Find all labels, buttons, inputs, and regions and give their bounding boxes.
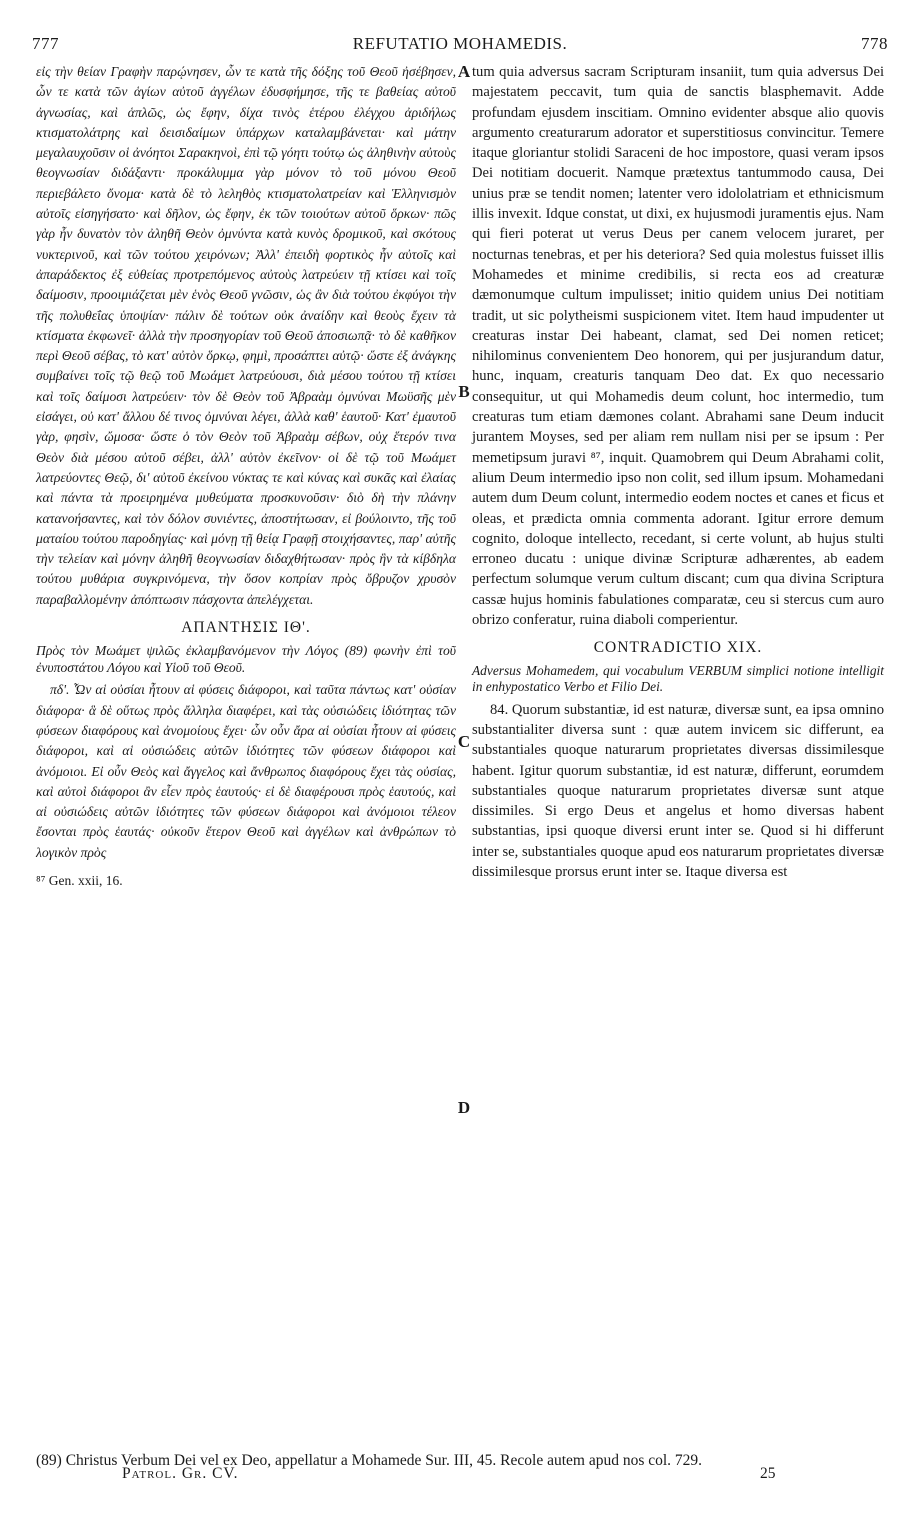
greek-footnote: ⁸⁷ Gen. xxii, 16. [36,872,123,888]
signature-series: Patrol. Gr. CV. [122,1465,239,1482]
page-number-right: 778 [861,34,888,53]
margin-letter-b: B [458,382,470,401]
greek-section-text: πδ'. Ὧν αἱ οὐσίαι ἦτουν αἱ φύσεις διάφοροι, καὶ ταῦτα πάντως κατ' οὐσίαν διάφορα· ἃ δὲ οὕτως πρὸς ἄλληλα διαφέρει, καὶ τὰς οὐσιώδεις ἰδιότητας τῶν φύσεων διαφόρους καὶ ἀνομοίους ἔχει· ὧν οὖν ἄρα αἱ οὐσίαι ἦτουν αἱ φύσεις διάφοροι, καὶ αἱ οὐσιώδεις αὐτῶν ἰδιότητες τῶν φύσεων διάφοροι καὶ ἀνόμοιοι. Εἰ οὖν Θεὸς καὶ ἄγγελος καὶ ἄνθρωπος διαφόρους ἔχει τὰς οὐσίας, καὶ αὐτοὶ διάφοροι ἂν εἶεν πρὸς ἑαυτούς· εἰ δὲ διαφέρουσι πρὸς ἑαυτούς, καὶ αἱ οὐσιώδεις αὐτῶν ἰδιότητες τῶν φύσεων διάφοροι καὶ ἀνόμοιοι τέλεον ἔσονται πρὸς ἑαυτάς· οὐκοῦν ἕτερον Θεοῦ καὶ ἀγγέλων καὶ ἀνθρώπων τὸ λογικὸν πρὸς [36,682,456,860]
greek-section [36,618,456,891]
greek-body-text: εἰς τὴν θείαν Γραφὴν παρῴνησεν, ὧν τε κατὰ τῆς δόξης τοῦ Θεοῦ ἠσέβησεν, ὧν τε κατὰ τῶν ἁγίων αὐτοῦ ἀγγέλων ἐδυσφήμησε, τῆς τε βαθείας αὐτοῦ ἀγνωσίας, καὶ ἁπλῶς, ὡς ἔφην, δίχα τινὸς ἑτέρου ἐλέγχου ἀριδήλως κτισματολάτρης καὶ δεισιδαίμων ὑπάρχων καταλαμβάνεται· καὶ μάτην μεγαλαυχοῦσιν οἱ ἀνόητοι Σαρακηνοὶ, ἐπὶ τῷ γόητι τούτῳ ὡς ἀληθινὴν αὐτοὺς θεογνωσίαν διδάξαντι· προκάλυμμα γὰρ μόνον τὸ τοῦ μόνου Θεοῦ περιεβάλετο ὄνομα· κατὰ δὲ τὸ λεληθὸς κτισματολατρείαν καὶ Ἑλληνισμὸν αὐτοῖς εἰσηγήσατο· καὶ δῆλον, ὡς ἔφην, ἐκ τῶν τοιούτων αὐτοῦ ὅρκων· πῶς γὰρ ἦν δυνατὸν τὸν ἀληθῆ Θεὸν ὀμνύντα κατὰ κυνὸς δρομικοῦ, καὶ σκότους νυκτερινοῦ, καὶ τῶν τούτου χειρόνων; Ἀλλ' ἐπειδὴ φορτικὸς ἦν αὐτοῖς καὶ ἀπαράδεκτος ἐξ εὐθείας προτρεπόμενος αὐτοὺς λατρεύειν τῇ κτίσει καὶ τοῖς δαίμοσιν, προοιμιάζεται μὲν ἑνὸς Θεοῦ γνῶσιν, ὡς ἂν διὰ τούτου ἐκφύγοι τὴν τῆς πολυθεΐας ὑποψίαν· πάλιν δὲ τούτων οὐκ ἀναίδην καὶ θεοὺς ἔχειν τὰ κτίσματα ἐκφωνεῖ· ἀλλὰ τὴν προσηγορίαν τοῦ Θεοῦ ἀποσιωπᾷ· τὸ δὲ καθῆκον περὶ Θεοῦ σέβας, τὸ κατ' αὐτὸν ὅρκῳ, φημὶ, προσάπτει αὐτῷ· ὥστε ἐξ ἀνάγκης συμβαίνει τοῖς τῷ θεῷ τοῦ Μωάμετ λατρεύουσι, διὰ μέσου τούτου τῇ κτίσει καὶ τοῖς δαίμοσι λατρεύειν· τὸν δὲ Θεὸν τοῦ Ἀβραὰμ ὀμνύναι Μωϋσῆς μὲν εἰσάγει, οὐ κατ' ἄλλου δέ τινος ὀμνύναι λέγει, ἀλλὰ καθ' ἑαυτοῦ· Κατ' ἐμαυτοῦ γὰρ, φησὶν, ὤμοσα· ὥστε ὁ τὸν Θεὸν τοῦ Ἀβραὰμ σέβων, οὐχ ἕτερόν τινα Θεὸν διὰ μέσου αὐτοῦ σέβει, ἀλλ' αὐτὸν ἐκεῖνον· οἱ δὲ τῷ τοῦ Μωάμετ λατρεύοντες Θεῷ, δι' αὐτοῦ ἐκείνου νύκτας τε καὶ κύνας καὶ συκᾶς καὶ ἐλαίας καὶ πάντα τὰ προειρημένα μυθεύματα προσκυνοῦσιν· διὸ δὴ τὴν πλάνην κατανοήσαντες, καὶ τὸν δόλον συνιέντες, ἀποστήτωσαν, εἰ βούλοιντο, τῆς τοῦ ματαίου τούτου παροδηγίας· καὶ μόνῃ τῇ θείᾳ Γραφῇ στοιχήσαντες, παρ' αὐτῆς τὴν τελείαν καὶ μόνην ἀληθῆ θεογνωσίαν διδαχθήτωσαν· πρὸς ἣν τὰ κίβδηλα τούτου μυθάρια συγκρινόμενα, τὴν ὅσον κοπρίαν πρὸς ὄβρυζον χρυσὸν παραβαλλομένην ἀπόπτωσιν πάσχοντα ἀπελέγχεται. [36,64,456,607]
latin-section-heading: CONTRADICTIO XIX. [593,639,763,657]
running-header [32,34,888,56]
margin-letter-c: C [457,732,471,751]
margin-letter-a: A [457,62,471,81]
editor-footnote: (89) Christus Verbum Dei vel ex Deo, appellatur a Mohamede Sur. III, 45. Recole autem apud nos col. 729. [36,1451,703,1469]
latin-section-text: 84. Quorum substantiæ, id est naturæ, diversæ sunt, ea ipsa omnino substantialiter diversa sunt : quæ autem invicem sic differunt, ea substantiales quoque naturarum proprietates diversas dissimilesque habent. Igitur quorum substantiæ, id est naturæ, differunt, eorumdem substantiales quoque naturarum proprietates diversæ sunt atque dissimiles. Si ergo Deus et angelus et homo diversas habent substantias, ipsi quoque diversi erunt inter se. Quod si hi differunt inter se, substantiales quoque apud eos naturarum proprietates diversæ dissimilesque prorsus erunt inter se. Itaque diversa est [472,701,885,880]
page-number-left: 777 [32,34,59,53]
greek-column [36,62,456,891]
latin-column [472,62,884,882]
signature-number: 25 [760,1465,776,1482]
latin-body-text: tum quia adversus sacram Scripturam insaniit, tum quia adversus Dei majestatem peccavit, tum quia de sanctis blasphemavit. Adde profundam ejusdem inscitiam. Omnino evidenter absque alio quovis argumento creaturarum adorator et superstitiosus convincitur. Temere itaque gloriantur stolidi Saraceni de hoc impostore, quasi veram ipsos Dei notitiam docuerit. Namque prætextus tantummodo causa, Dei unius præ se tendit nomen; latenter vero idololatriam et ethnicismum illis invexit. Idque constat, ut dixi, ex hujusmodi juramentis ejus. Nam qui fieri poterat ut verus Deus per canem velocem juraret, per nocturnas tenebras, et per his deteriora? Sed quia molestus fuisset illis Mohamedes et minime credibilis, si recta eos ad creaturæ dæmonumque cultum impulisset; initio quidem unius Dei notitiam tradit, ut sic polytheismi suspicionem vitet. Item haud impudenter ut creaturas instar Dei habeant, clamat, sed Dei nomen reticet; nihilominus convenientem Deo honorem, qui per jusjurandum datur, hunc, inquam, creaturis tanquam Deo dat. Ex quo necessario consequitur, ut qui Mohamedis deum colunt, hoc intermedio, tum creaturas tum etiam dæmones colant. Abrahami sane Deum inducit jurantem Moyses, sed per aliam rem nullam nisi per se ipsum : Per memetipsum juravi ⁸⁷, inquit. Quamobrem qui Deum Abrahami colit, alium Deum intermedio ipso non colit, sed illum ipsum. Mohamedani autem dum Deum colunt, intermedio eodem noctes et canes et ficus et oleas, et prædicta omnia commenta adorant. Igitur errore demum cognito, doloque intellecto, recedant, si certe volunt, ab hujus stulti erroneo ducatu : unique divinæ Scripturæ adhærentes, ab eadem perfectum solumque verum cultum discant; cum qua divina Scriptura cassæ hujus hominis fabulationes comparatæ, ceu si stercus cum auro obrizo conferatur, ruina diaboli comperientur. [472,64,884,629]
running-title: REFUTATIO MOHAMEDIS. [352,34,568,53]
greek-section-heading: ΑΠΑΝΤΗΣΙΣ ΙΘ'. [181,619,311,637]
margin-letter-d: D [457,1098,471,1117]
greek-section-subtitle: Πρὸς τὸν Μωάμετ ψιλῶς ἐκλαμβανόμενον τὴν Λόγος (89) φωνὴν ἐπὶ τοῦ ἐνυποστάτου Λόγου καὶ Υἱοῦ τοῦ Θεοῦ. [36,643,456,676]
latin-section-subtitle: Adversus Mohamedem, qui vocabulum VERBUM simplici notione intelligit in enhypostatico Verbo et Filio Dei. [472,662,884,695]
latin-section [472,638,884,882]
